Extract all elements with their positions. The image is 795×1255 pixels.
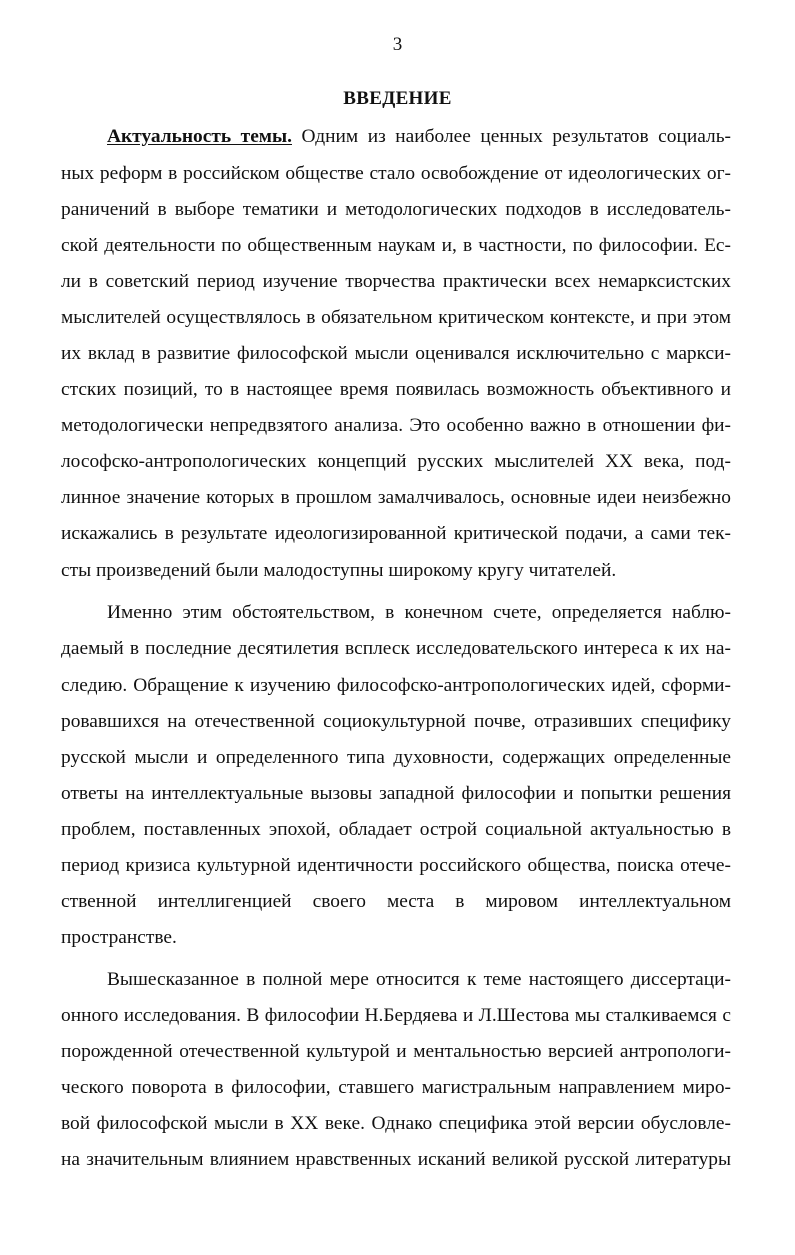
text-line: русской мысли и определенного типа духовности, содержащих определенные <box>61 747 731 768</box>
text-line: порожденной отечественной культурой и ментальностью версией антропологи- <box>61 1041 731 1062</box>
text-line: мыслителей осуществлялось в обязательном критическом контексте, и при этом <box>61 307 731 328</box>
text-line: ской деятельности по общественным наукам и, в частности, по философии. Ес- <box>61 235 731 256</box>
text-line: онного исследования. В философии Н.Бердяева и Л.Шестова мы сталкиваемся с <box>61 1005 731 1026</box>
text-line: ответы на интеллектуальные вызовы западной философии и попытки решения <box>61 783 731 804</box>
text-line: период кризиса культурной идентичности российского общества, поиска отече- <box>61 855 731 876</box>
section-title: ВВЕДЕНИЕ <box>343 88 452 109</box>
text-line: вой философской мысли в XX веке. Однако специфика этой версии обусловле- <box>61 1113 731 1134</box>
text-line: Именно этим обстоятельством, в конечном счете, определяется наблю- <box>107 602 731 623</box>
text-line: ственной интеллигенцией своего места в мировом интеллектуальном <box>61 891 731 912</box>
text-line: стских позиций, то в настоящее время появилась возможность объективного и <box>61 379 731 400</box>
text-line: искажались в результате идеологизированной критической подачи, а сами тек- <box>61 523 731 544</box>
text-line: даемый в последние десятилетия всплеск исследовательского интереса к их на- <box>61 638 731 659</box>
text-line: их вклад в развитие философской мысли оценивался исключительно с маркси- <box>61 343 731 364</box>
text-line: следию. Обращение к изучению философско-антропологических идей, сформи- <box>61 675 731 696</box>
text-line: проблем, поставленных эпохой, обладает острой социальной актуальностью в <box>61 819 731 840</box>
text-line: пространстве. <box>61 927 177 948</box>
text-line: ровавшихся на отечественной социокультурной почве, отразивших специфику <box>61 711 731 732</box>
text-line: Вышесказанное в полной мере относится к теме настоящего диссертаци- <box>107 969 731 990</box>
text-line: ческого поворота в философии, ставшего магистральным направлением миро- <box>61 1077 731 1098</box>
page-number: 3 <box>392 34 403 55</box>
text-line: Актуальность темы. Одним из наиболее ценных результатов социаль- <box>107 126 731 147</box>
text-line: ли в советский период изучение творчества практически всех немарксистских <box>61 271 731 292</box>
text-line: линное значение которых в прошлом замалчивалось, основные идеи неизбежно <box>61 487 731 508</box>
text-line: раничений в выборе тематики и методологических подходов в исследователь- <box>61 199 731 220</box>
text-line: методологически непредвзятого анализа. Это особенно важно в отношении фи- <box>61 415 731 436</box>
text-line: лософско-антропологических концепций русских мыслителей XX века, под- <box>61 451 731 472</box>
text-line: на значительным влиянием нравственных исканий великой русской литературы <box>61 1149 731 1170</box>
text-line: ных реформ в российском обществе стало освобождение от идеологических ог- <box>61 163 731 184</box>
text-line: сты произведений были малодоступны широкому кругу читателей. <box>61 560 617 581</box>
lead-in-heading: Актуальность темы. <box>107 126 292 147</box>
